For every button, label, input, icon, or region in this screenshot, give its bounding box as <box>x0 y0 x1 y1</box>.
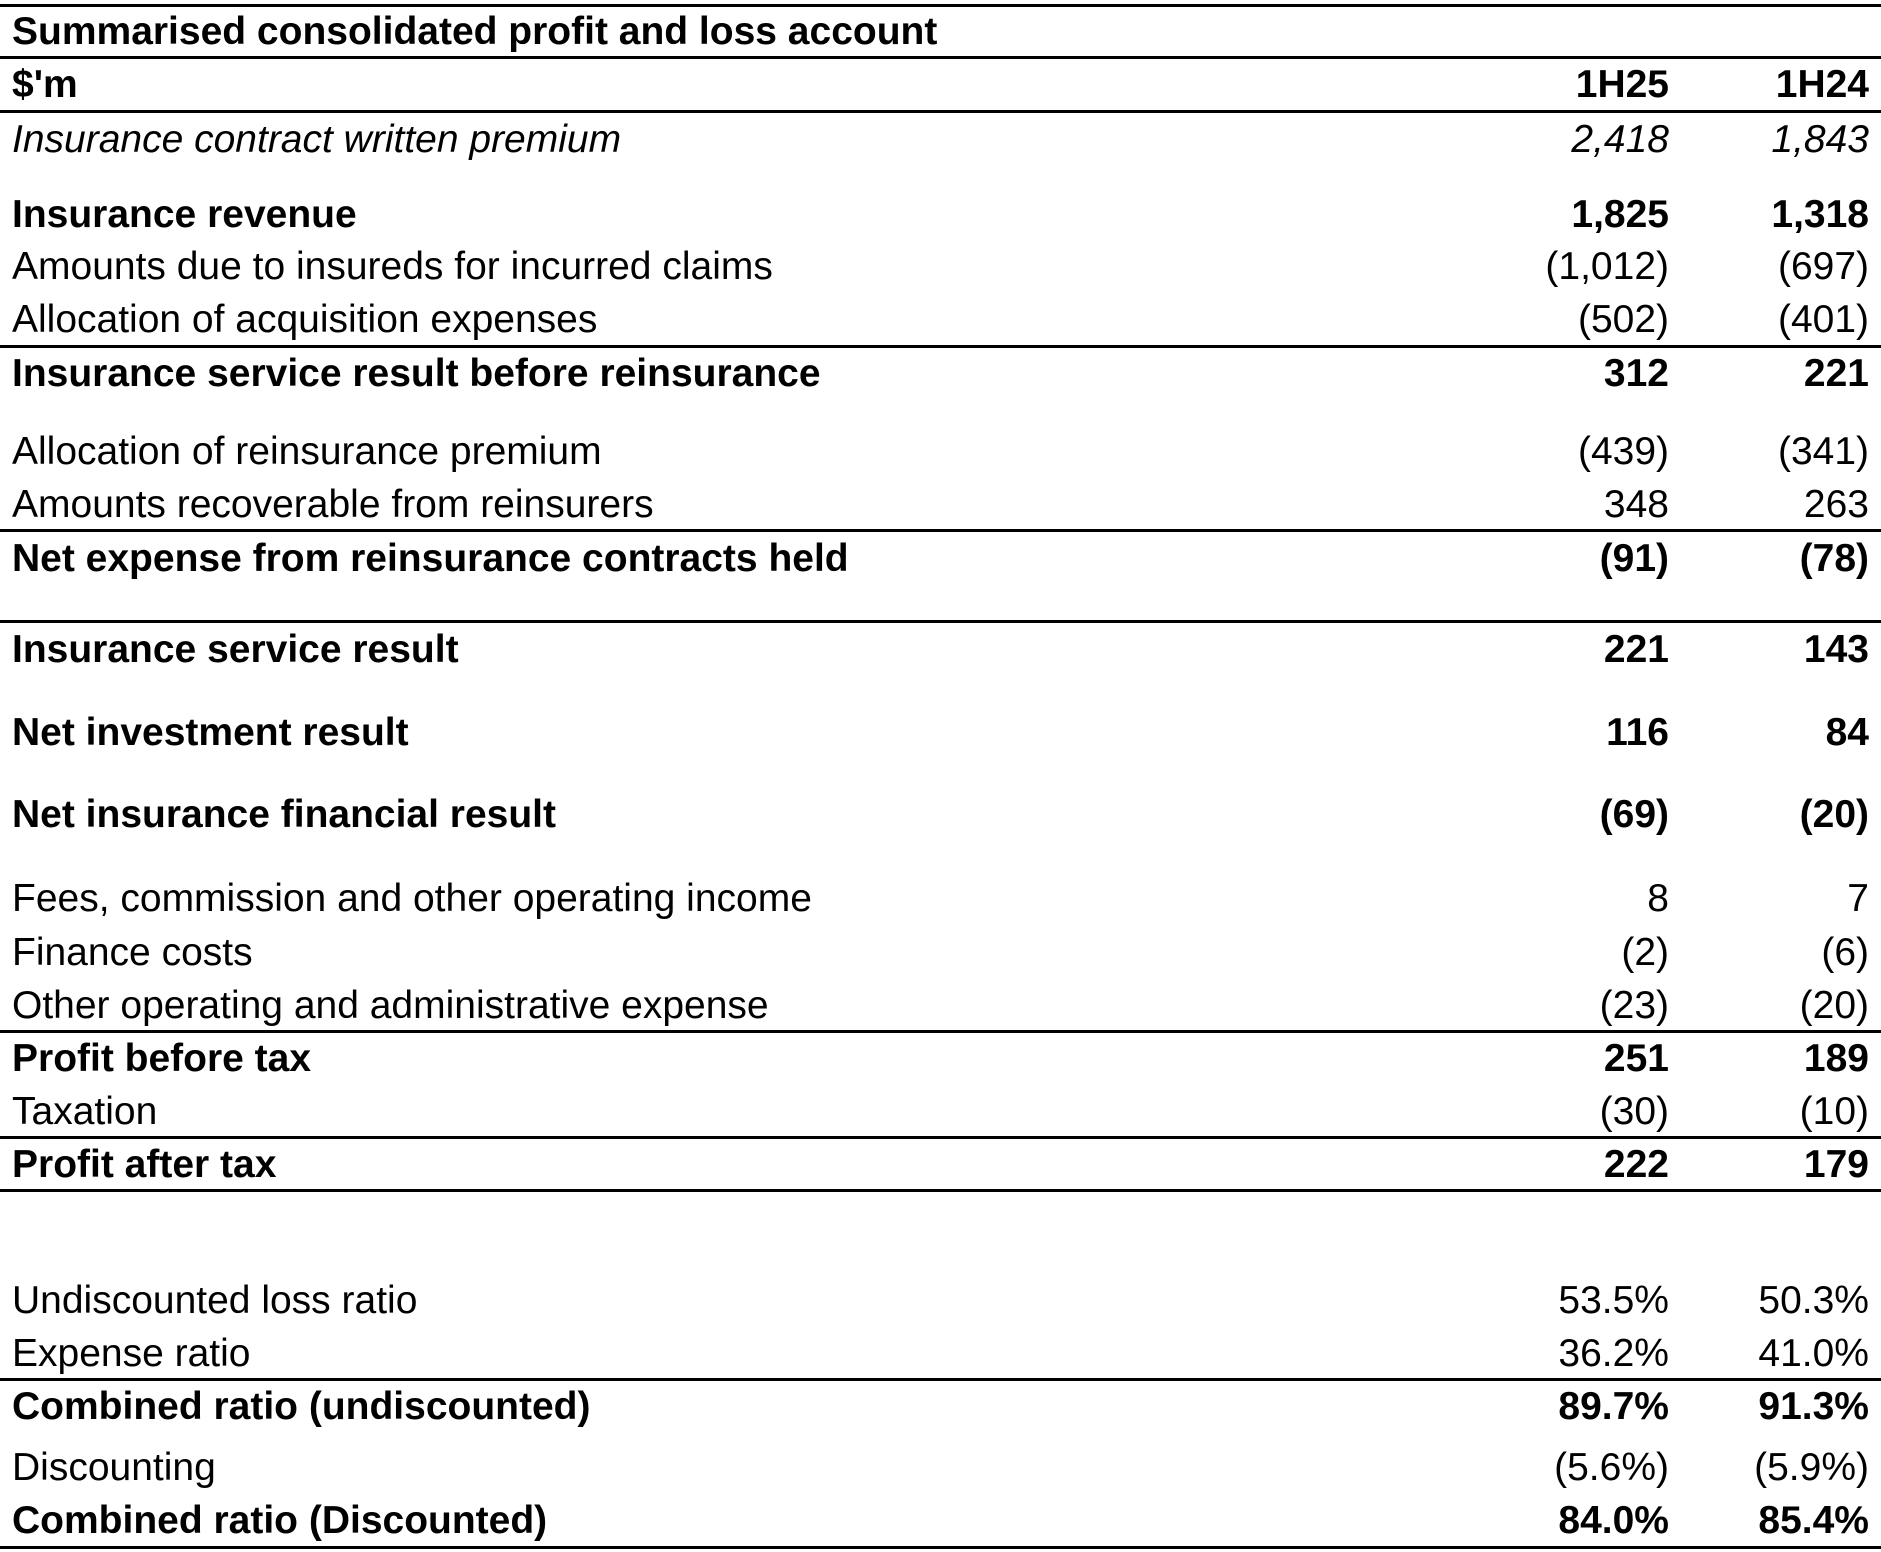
table-row <box>0 1330 1881 1378</box>
table-row <box>0 929 1881 977</box>
value-1h24: (78) <box>1799 537 1869 580</box>
rule-above-net-reinsurance <box>0 529 1881 532</box>
row-label: Net expense from reinsurance contracts held <box>12 537 849 580</box>
value-1h24: 221 <box>1803 352 1869 395</box>
rule-above-profit-after-tax <box>0 1136 1881 1139</box>
value-1h24: 179 <box>1803 1143 1869 1186</box>
row-label: Allocation of acquisition expenses <box>12 298 598 341</box>
value-1h25: (2) <box>1621 931 1669 974</box>
value-1h25: 222 <box>1603 1143 1669 1186</box>
rule-above-insurance-service-result <box>0 620 1881 623</box>
table-row <box>0 1497 1881 1545</box>
value-1h24: 263 <box>1803 483 1869 526</box>
value-1h25: (91) <box>1599 537 1669 580</box>
table-row <box>0 982 1881 1030</box>
table-row <box>0 1383 1881 1431</box>
column-header-1h25: 1H25 <box>1575 63 1669 106</box>
value-1h25: (439) <box>1577 430 1669 473</box>
row-label: Combined ratio (undiscounted) <box>12 1385 591 1428</box>
value-1h24: (20) <box>1799 793 1869 836</box>
row-label: Allocation of reinsurance premium <box>12 430 602 473</box>
value-1h24: 84 <box>1825 711 1869 754</box>
rule-bottom <box>0 1546 1881 1549</box>
page-title: Summarised consolidated profit and loss account <box>12 10 938 53</box>
value-1h24: 91.3% <box>1758 1385 1869 1428</box>
table-row <box>0 428 1881 476</box>
rule-under-title <box>0 56 1881 59</box>
rule-under-header <box>0 110 1881 113</box>
value-1h24: 41.0% <box>1758 1332 1869 1375</box>
value-1h24: 189 <box>1803 1037 1869 1080</box>
row-label: Profit before tax <box>12 1037 312 1080</box>
table-row <box>0 296 1881 344</box>
value-1h24: (5.9%) <box>1754 1446 1869 1489</box>
value-1h25: 312 <box>1603 352 1669 395</box>
table-row <box>0 1141 1881 1189</box>
table-row <box>0 1035 1881 1083</box>
value-1h24: 7 <box>1847 877 1869 920</box>
value-1h25: (69) <box>1599 793 1669 836</box>
value-1h24: (10) <box>1799 1090 1869 1133</box>
table-row <box>0 1444 1881 1492</box>
row-label: Expense ratio <box>12 1332 251 1375</box>
row-label: Other operating and administrative expense <box>12 984 769 1027</box>
value-1h24: (401) <box>1777 298 1869 341</box>
value-1h24: (341) <box>1777 430 1869 473</box>
value-1h24: (20) <box>1799 984 1869 1027</box>
value-1h25: 36.2% <box>1558 1332 1669 1375</box>
row-label: Taxation <box>12 1090 158 1133</box>
row-label: Net investment result <box>12 711 409 754</box>
value-1h25: 84.0% <box>1558 1499 1669 1542</box>
value-1h25: (5.6%) <box>1554 1446 1669 1489</box>
column-header-1h24: 1H24 <box>1775 63 1869 106</box>
value-1h25: (1,012) <box>1545 245 1669 288</box>
value-1h25: 348 <box>1603 483 1669 526</box>
value-1h24: 1,318 <box>1771 193 1869 236</box>
row-label: Finance costs <box>12 931 253 974</box>
table-row <box>0 116 1881 164</box>
row-label: Amounts recoverable from reinsurers <box>12 483 654 526</box>
table-row <box>0 350 1881 398</box>
value-1h25: 251 <box>1603 1037 1669 1080</box>
value-1h24: 50.3% <box>1758 1279 1869 1322</box>
value-1h25: 221 <box>1603 628 1669 671</box>
table-row <box>0 1277 1881 1325</box>
table-row <box>0 481 1881 529</box>
table-row <box>0 191 1881 239</box>
value-1h25: 2,418 <box>1571 118 1669 161</box>
value-1h24: (697) <box>1777 245 1869 288</box>
value-1h25: 116 <box>1606 711 1669 754</box>
table-row <box>0 243 1881 291</box>
row-label: Net insurance financial result <box>12 793 557 836</box>
rule-above-profit-before-tax <box>0 1030 1881 1033</box>
row-label: Fees, commission and other operating income <box>12 877 812 920</box>
value-1h25: (23) <box>1599 984 1669 1027</box>
row-label: Discounting <box>12 1446 216 1489</box>
table-row <box>0 791 1881 839</box>
row-label: Insurance revenue <box>12 193 357 236</box>
value-1h24: 143 <box>1803 628 1869 671</box>
table-row <box>0 875 1881 923</box>
row-label: Profit after tax <box>12 1143 277 1186</box>
row-label: Amounts due to insureds for incurred claims <box>12 245 773 288</box>
table-row <box>0 1088 1881 1136</box>
row-label: Insurance service result <box>12 628 459 671</box>
rule-under-profit-after-tax <box>0 1189 1881 1192</box>
value-1h24: (6) <box>1821 931 1869 974</box>
rule-above-combined-ratio <box>0 1378 1881 1381</box>
row-label: Insurance service result before reinsurance <box>12 352 821 395</box>
header-row <box>0 61 1881 109</box>
row-label: Undiscounted loss ratio <box>12 1279 418 1322</box>
value-1h25: (30) <box>1599 1090 1669 1133</box>
value-1h25: 8 <box>1647 877 1669 920</box>
row-label: Combined ratio (Discounted) <box>12 1499 548 1542</box>
value-1h24: 85.4% <box>1758 1499 1869 1542</box>
row-label: Insurance contract written premium <box>12 118 622 161</box>
table-row <box>0 626 1881 674</box>
value-1h25: 89.7% <box>1558 1385 1669 1428</box>
value-1h25: 1,825 <box>1571 193 1669 236</box>
value-1h25: (502) <box>1577 298 1669 341</box>
rule-top <box>0 4 1881 7</box>
value-1h24: 1,843 <box>1771 118 1869 161</box>
table-row <box>0 709 1881 757</box>
table-row <box>0 535 1881 583</box>
rule-above-service-result-before-reinsurance <box>0 345 1881 348</box>
value-1h25: 53.5% <box>1558 1279 1669 1322</box>
unit-header: $'m <box>12 63 78 106</box>
